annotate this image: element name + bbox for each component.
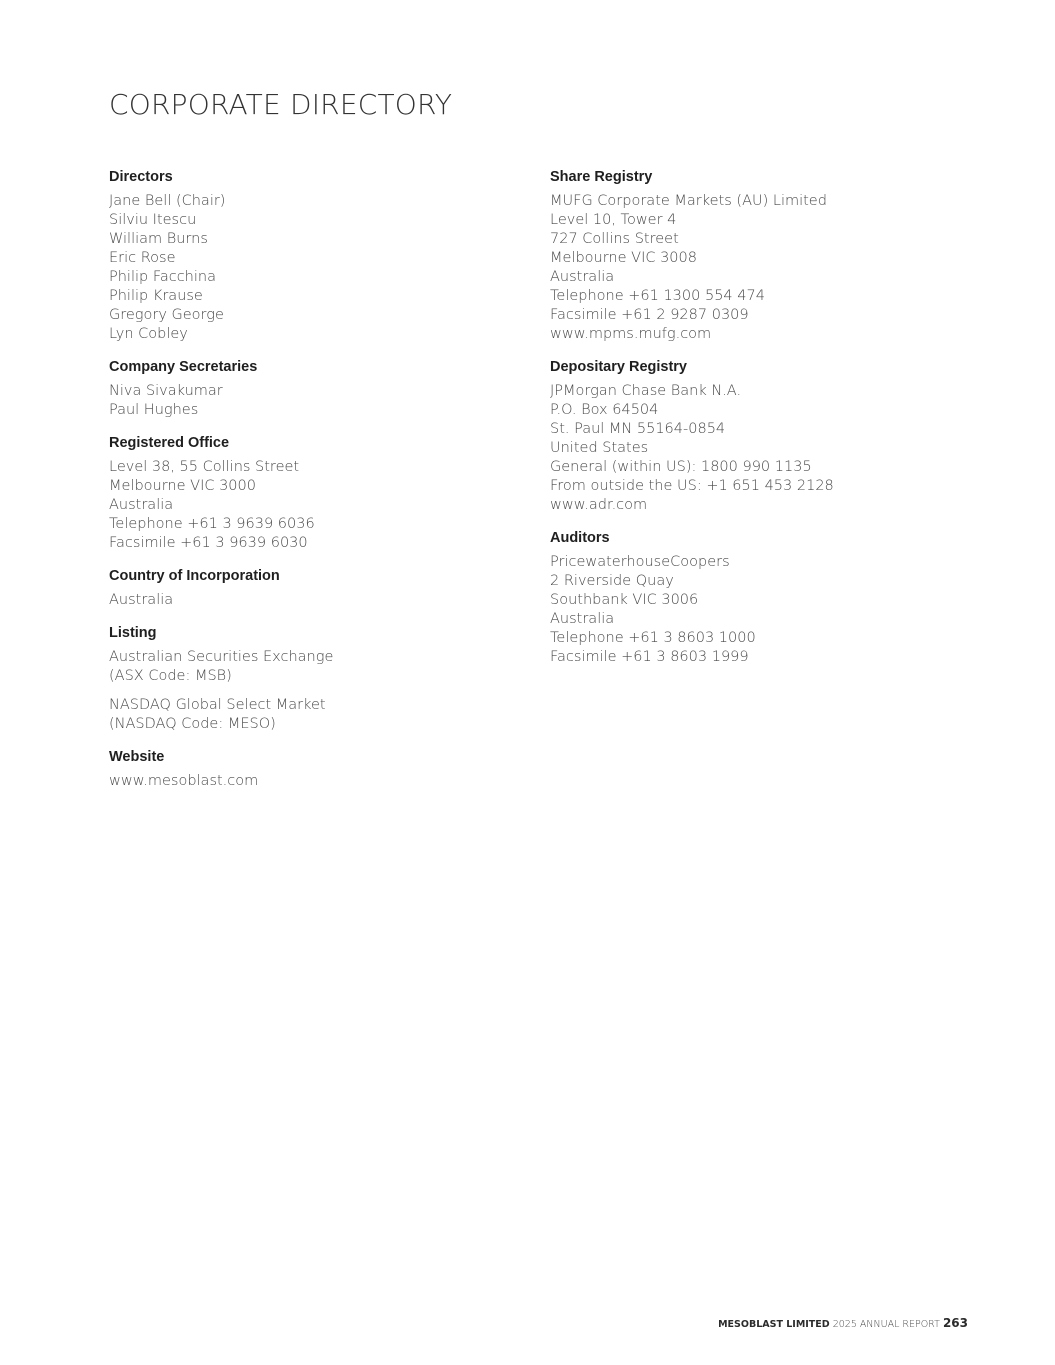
- right-column: [550, 168, 970, 681]
- company-secretaries-heading: Company Secretaries: [109, 359, 258, 375]
- registered-office-heading: Registered Office: [109, 435, 230, 451]
- address-line: Melbourne VIC 3000: [109, 478, 256, 494]
- website-link[interactable]: www.mesoblast.com: [109, 773, 259, 789]
- address-line: Australia: [550, 269, 615, 285]
- depositary-name: JPMorgan Chase Bank N.A.: [550, 383, 742, 399]
- facsimile-line: Facsimile +61 3 9639 6030: [109, 535, 308, 551]
- registry-name: MUFG Corporate Markets (AU) Limited: [550, 193, 827, 209]
- director-name: Philip Facchina: [109, 269, 216, 285]
- secretary-name: Paul Hughes: [109, 402, 199, 418]
- website-section: [109, 748, 509, 791]
- address-line: P.O. Box 64504: [550, 402, 659, 418]
- depositary-registry-section: [550, 358, 970, 515]
- address-line: United States: [550, 440, 649, 456]
- footer-report-title: 2025 ANNUAL REPORT: [832, 1319, 940, 1330]
- address-line: 727 Collins Street: [550, 231, 679, 247]
- listing-exchange: NASDAQ Global Select Market: [109, 697, 326, 713]
- auditors-heading: Auditors: [550, 530, 610, 546]
- telephone-line: Telephone +61 1300 554 474: [550, 288, 765, 304]
- page-title: CORPORATE DIRECTORY: [109, 88, 453, 121]
- page-number: 263: [942, 1316, 968, 1330]
- facsimile-line: Facsimile +61 2 9287 0309: [550, 307, 749, 323]
- facsimile-line: Facsimile +61 3 8603 1999: [550, 649, 749, 665]
- telephone-line: General (within US): 1800 990 1135: [550, 459, 812, 475]
- director-name: Philip Krause: [109, 288, 203, 304]
- listing-code: (NASDAQ Code: MESO): [109, 716, 276, 732]
- country-of-incorporation-section: [109, 567, 509, 610]
- share-registry-website-link[interactable]: www.mpms.mufg.com: [550, 326, 712, 342]
- address-line: Level 38, 55 Collins Street: [109, 459, 300, 475]
- director-name: Eric Rose: [109, 250, 176, 266]
- depositary-website-link[interactable]: www.adr.com: [550, 497, 648, 513]
- address-line: Level 10, Tower 4: [550, 212, 677, 228]
- listing-code: (ASX Code: MSB): [109, 668, 232, 684]
- address-line: 2 Riverside Quay: [550, 573, 674, 589]
- listing-heading: Listing: [109, 625, 157, 641]
- director-name: Gregory George: [109, 307, 224, 323]
- page-footer: [718, 1315, 968, 1333]
- left-column: [109, 168, 509, 805]
- telephone-line: From outside the US: +1 651 453 2128: [550, 478, 834, 494]
- registered-office-section: [109, 434, 509, 553]
- directors-heading: Directors: [109, 169, 173, 185]
- director-name: Jane Bell (Chair): [109, 193, 226, 209]
- company-secretaries-section: [109, 358, 509, 420]
- country-of-incorporation-heading: Country of Incorporation: [109, 568, 280, 584]
- listing-exchange: Australian Securities Exchange: [109, 649, 334, 665]
- share-registry-section: [550, 168, 970, 344]
- country-line: Australia: [109, 592, 174, 608]
- secretary-name: Niva Sivakumar: [109, 383, 223, 399]
- director-name: Silviu Itescu: [109, 212, 197, 228]
- director-name: William Burns: [109, 231, 208, 247]
- footer-company-name: MESOBLAST LIMITED: [718, 1319, 830, 1330]
- address-line: St. Paul MN 55164-0854: [550, 421, 726, 437]
- address-line: Australia: [109, 497, 174, 513]
- directors-section: [109, 168, 509, 344]
- address-line: Australia: [550, 611, 615, 627]
- address-line: Southbank VIC 3006: [550, 592, 699, 608]
- share-registry-heading: Share Registry: [550, 169, 653, 185]
- telephone-line: Telephone +61 3 8603 1000: [550, 630, 756, 646]
- listing-spacer: [109, 686, 509, 696]
- address-line: Melbourne VIC 3008: [550, 250, 697, 266]
- depositary-registry-heading: Depositary Registry: [550, 359, 687, 375]
- website-heading: Website: [109, 749, 165, 765]
- listing-section: [109, 624, 509, 734]
- auditor-name: PricewaterhouseCoopers: [550, 554, 730, 570]
- director-name: Lyn Cobley: [109, 326, 188, 342]
- auditors-section: [550, 529, 970, 667]
- telephone-line: Telephone +61 3 9639 6036: [109, 516, 315, 532]
